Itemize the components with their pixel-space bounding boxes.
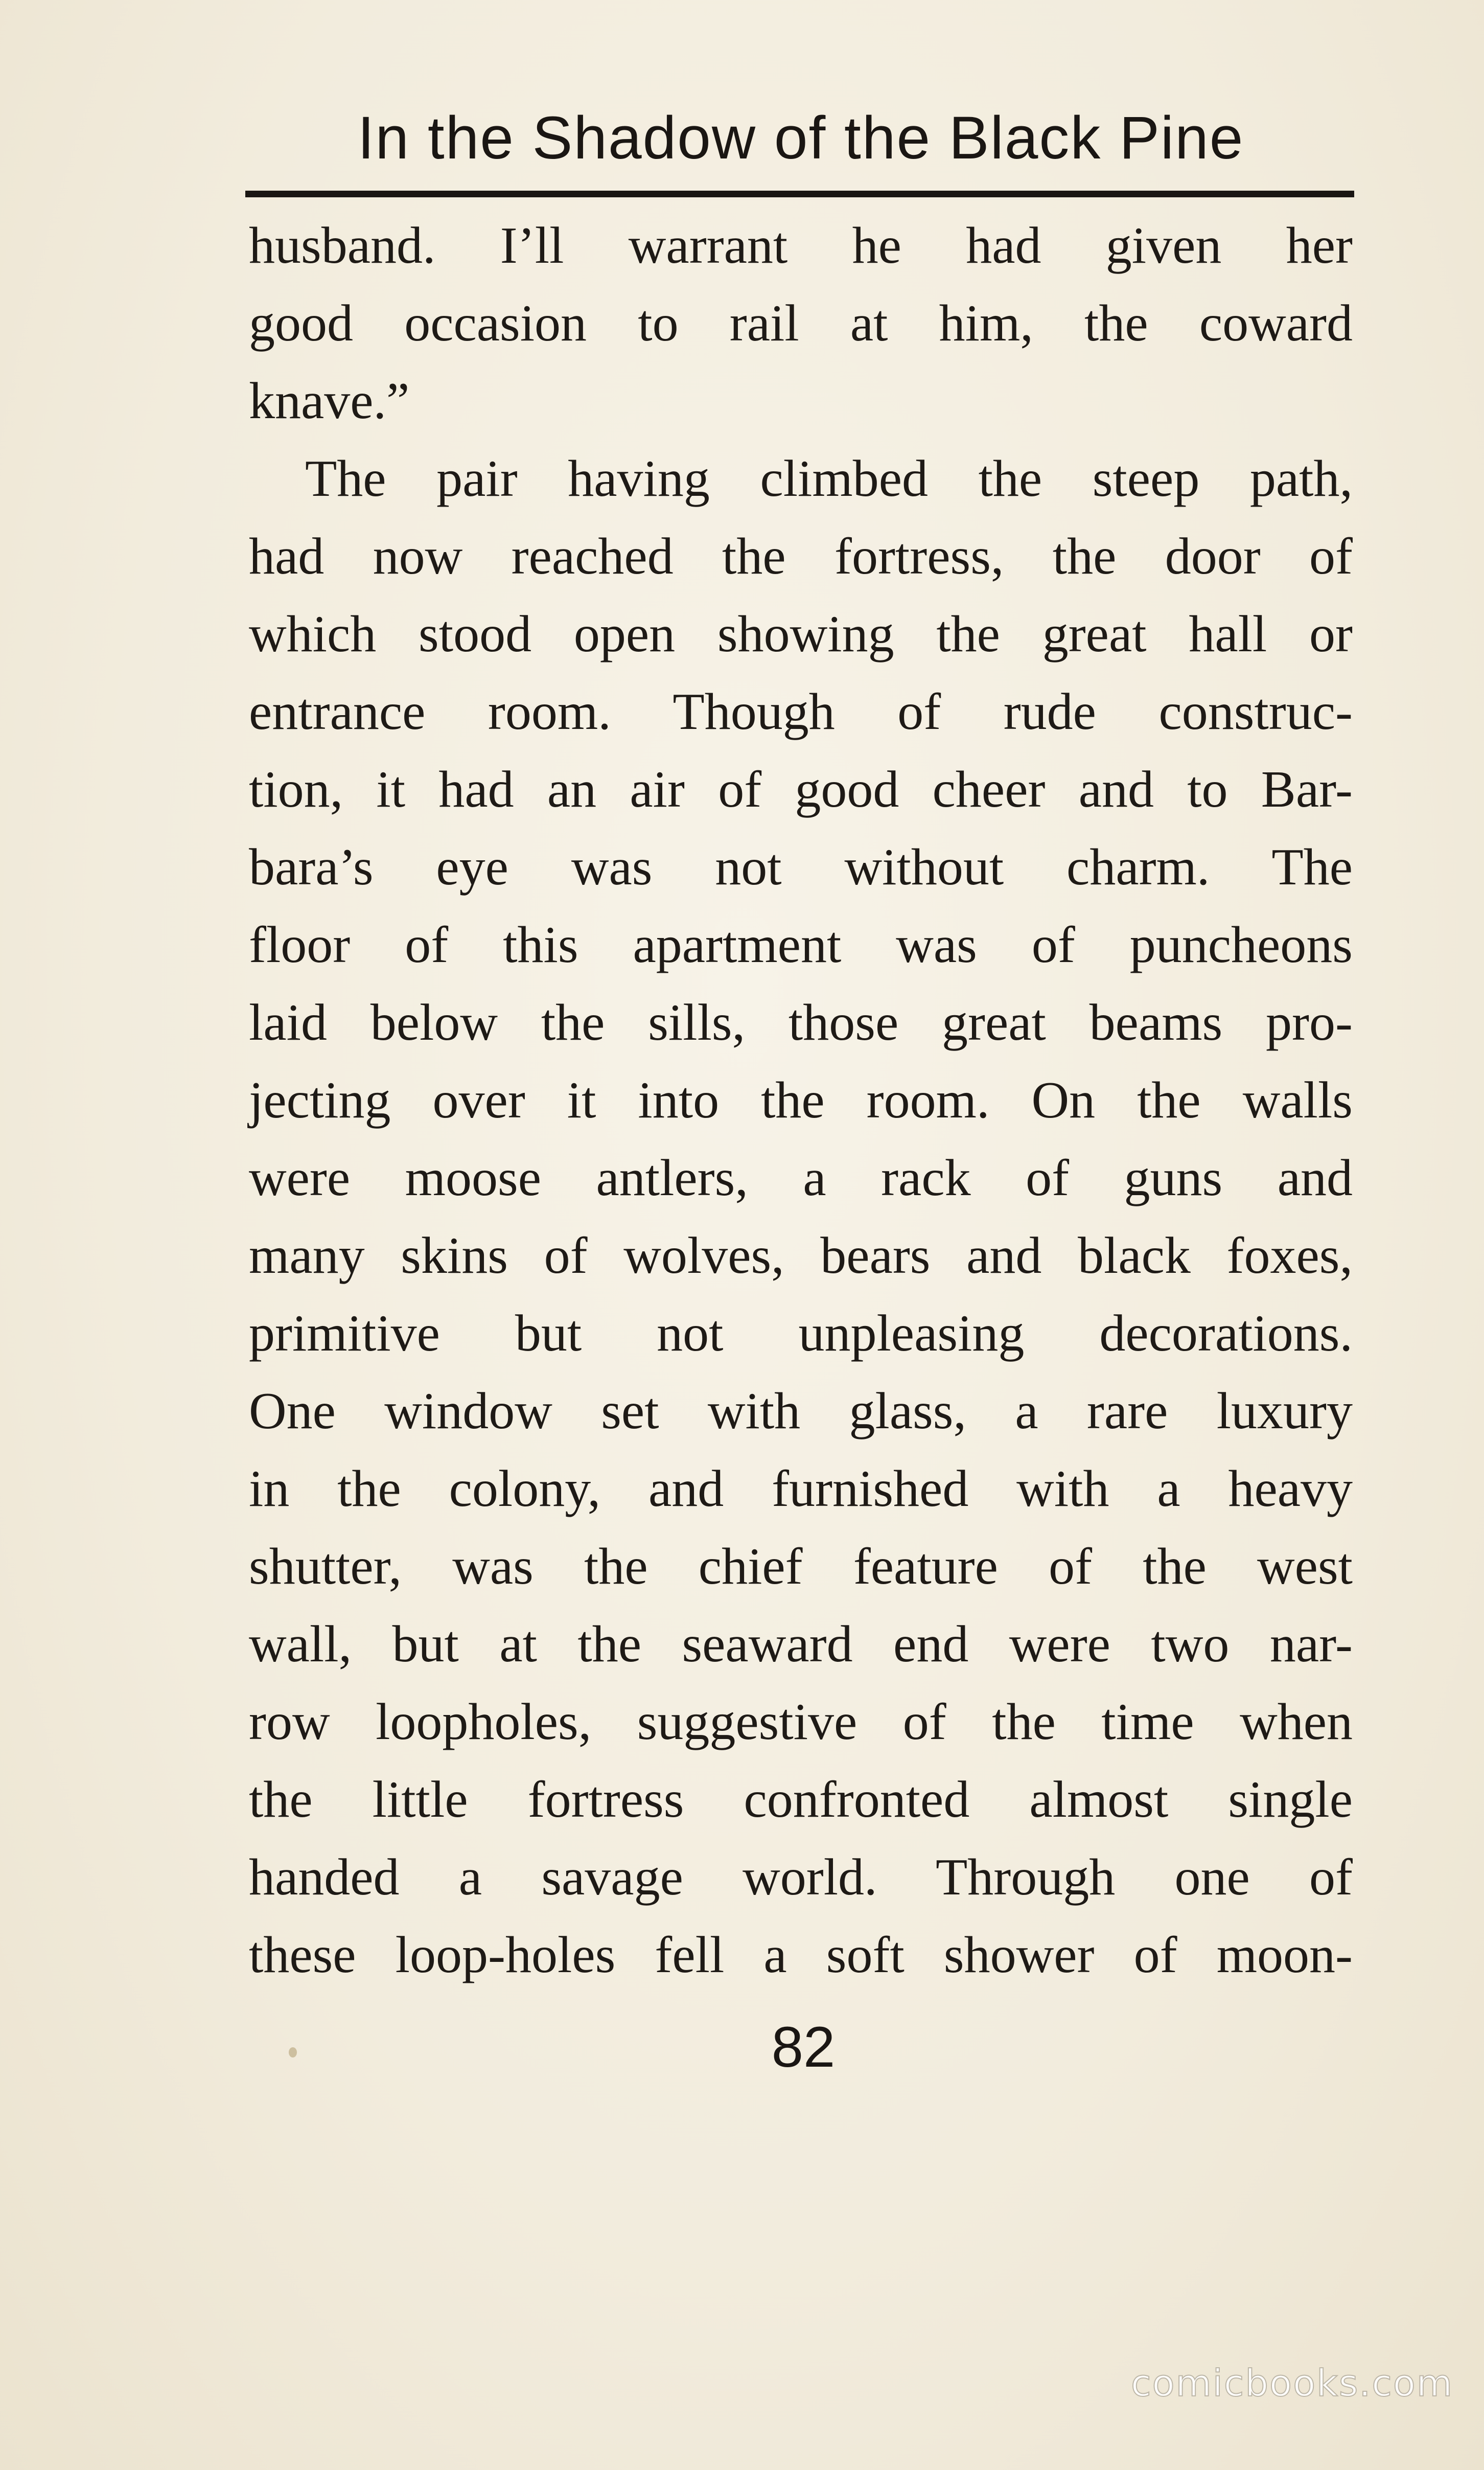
text-line: One window set with glass, a rare luxury [249,1382,1353,1440]
text-line: entrance room. Though of rude construc- [249,683,1353,741]
text-line: these loop-holes fell a soft shower of moon- [249,1926,1353,1984]
text-line: The pair having climbed the steep path, [305,450,1353,508]
text-line: many skins of wolves, bears and black foxes, [249,1227,1353,1285]
paper-speck [289,2047,297,2057]
watermark: comicbooks.com [1130,2362,1453,2405]
text-line: which stood open showing the great hall or [249,605,1353,663]
text-line: good occasion to rail at him, the coward [249,294,1353,352]
page-number: 82 [771,2015,836,2079]
text-line: floor of this apartment was of puncheons [249,916,1353,974]
text-line: jecting over it into the room. On the walls [249,1071,1353,1129]
paragraph-1 [249,207,1353,440]
text-line: husband. I’ll warrant he had given her [249,217,1353,275]
text-line: knave.” [249,372,410,430]
body-text [249,207,1353,1994]
text-line: had now reached the fortress, the door of [249,528,1353,585]
text-line: the little fortress confronted almost single [249,1771,1353,1828]
text-line: in the colony, and furnished with a heavy [249,1460,1353,1518]
running-head-title: In the Shadow of the Black Pine [357,104,1244,172]
text-line: wall, but at the seaward end were two nar- [249,1615,1353,1673]
text-line: tion, it had an air of good cheer and to Bar- [249,761,1353,818]
text-line: handed a savage world. Through one of [249,1848,1353,1906]
text-line: bara’s eye was not without charm. The [249,838,1353,896]
paragraph-2 [249,440,1353,1994]
text-line: shutter, was the chief feature of the west [249,1538,1353,1595]
text-line: row loopholes, suggestive of the time when [249,1693,1353,1751]
text-line: were moose antlers, a rack of guns and [249,1149,1353,1207]
text-line: primitive but not unpleasing decorations. [249,1305,1353,1362]
text-line: laid below the sills, those great beams pro- [249,994,1353,1051]
header-rule [245,191,1354,197]
